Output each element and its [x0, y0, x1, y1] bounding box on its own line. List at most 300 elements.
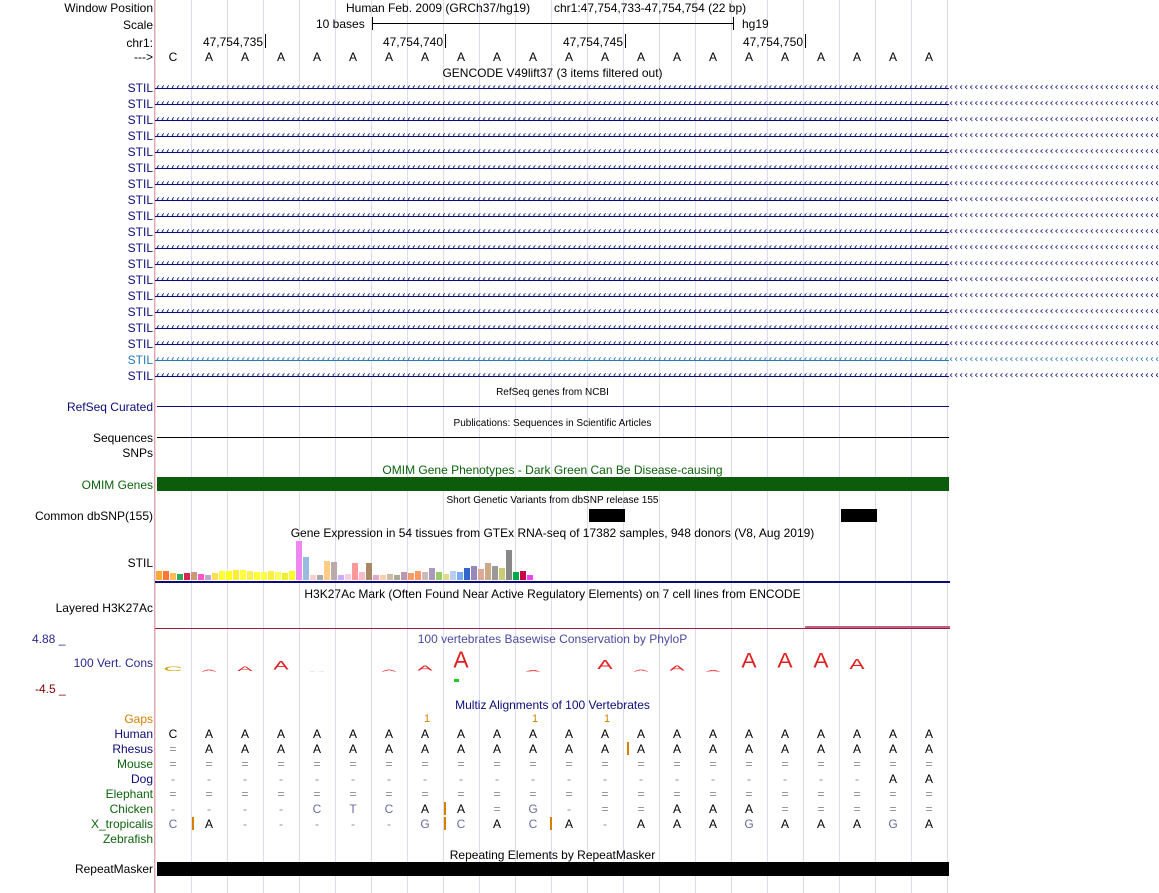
conservation-glyph: A	[633, 669, 649, 673]
strand-arrows: ‹‹‹‹‹‹‹‹‹‹‹‹‹‹‹‹‹‹‹‹‹‹‹‹‹‹‹‹‹‹‹‹‹‹‹‹‹‹‹‹‹‹‹‹‹‹‹‹‹‹‹‹‹‹‹‹‹‹‹‹‹‹‹‹‹‹‹‹‹‹‹‹‹‹‹‹‹‹‹‹‹‹‹‹‹‹‹‹‹‹‹‹‹‹‹‹‹‹‹‹‹‹‹‹‹‹‹‹‹‹‹‹‹‹‹‹‹‹‹‹‹‹‹‹‹‹‹‹‹‹‹‹‹‹‹‹‹‹‹‹‹‹‹‹‹‹‹‹‹‹‹‹‹‹‹‹‹‹‹‹‹‹‹‹‹‹‹‹‹‹‹‹‹‹‹‹‹‹‹‹‹‹‹‹‹‹‹‹‹‹‹‹‹‹‹‹‹‹‹‹	[155, 82, 1159, 93]
gencode-transcript[interactable]	[155, 81, 1159, 95]
insertion-marker	[550, 817, 552, 830]
gencode-transcript[interactable]	[155, 241, 1159, 255]
aligned-base: A	[672, 802, 681, 816]
aligned-base: -	[423, 772, 427, 786]
strand-arrows: ‹‹‹‹‹‹‹‹‹‹‹‹‹‹‹‹‹‹‹‹‹‹‹‹‹‹‹‹‹‹‹‹‹‹‹‹‹‹‹‹‹‹‹‹‹‹‹‹‹‹‹‹‹‹‹‹‹‹‹‹‹‹‹‹‹‹‹‹‹‹‹‹‹‹‹‹‹‹‹‹‹‹‹‹‹‹‹‹‹‹‹‹‹‹‹‹‹‹‹‹‹‹‹‹‹‹‹‹‹‹‹‹‹‹‹‹‹‹‹‹‹‹‹‹‹‹‹‹‹‹‹‹‹‹‹‹‹‹‹‹‹‹‹‹‹‹‹‹‹‹‹‹‹‹‹‹‹‹‹‹‹‹‹‹‹‹‹‹‹‹‹‹‹‹‹‹‹‹‹‹‹‹‹‹‹‹‹‹‹‹‹‹‹‹‹‹‹‹‹‹	[155, 274, 1159, 285]
aligned-base: =	[853, 802, 861, 816]
h3k27ac-peak[interactable]	[805, 626, 950, 628]
aligned-base: C	[168, 727, 178, 741]
strand-arrows: ‹‹‹‹‹‹‹‹‹‹‹‹‹‹‹‹‹‹‹‹‹‹‹‹‹‹‹‹‹‹‹‹‹‹‹‹‹‹‹‹‹‹‹‹‹‹‹‹‹‹‹‹‹‹‹‹‹‹‹‹‹‹‹‹‹‹‹‹‹‹‹‹‹‹‹‹‹‹‹‹‹‹‹‹‹‹‹‹‹‹‹‹‹‹‹‹‹‹‹‹‹‹‹‹‹‹‹‹‹‹‹‹‹‹‹‹‹‹‹‹‹‹‹‹‹‹‹‹‹‹‹‹‹‹‹‹‹‹‹‹‹‹‹‹‹‹‹‹‹‹‹‹‹‹‹‹‹‹‹‹‹‹‹‹‹‹‹‹‹‹‹‹‹‹‹‹‹‹‹‹‹‹‹‹‹‹‹‹‹‹‹‹‹‹‹‹‹‹‹‹	[155, 98, 1159, 109]
strand-arrows: ‹‹‹‹‹‹‹‹‹‹‹‹‹‹‹‹‹‹‹‹‹‹‹‹‹‹‹‹‹‹‹‹‹‹‹‹‹‹‹‹‹‹‹‹‹‹‹‹‹‹‹‹‹‹‹‹‹‹‹‹‹‹‹‹‹‹‹‹‹‹‹‹‹‹‹‹‹‹‹‹‹‹‹‹‹‹‹‹‹‹‹‹‹‹‹‹‹‹‹‹‹‹‹‹‹‹‹‹‹‹‹‹‹‹‹‹‹‹‹‹‹‹‹‹‹‹‹‹‹‹‹‹‹‹‹‹‹‹‹‹‹‹‹‹‹‹‹‹‹‹‹‹‹‹‹‹‹‹‹‹‹‹‹‹‹‹‹‹‹‹‹‹‹‹‹‹‹‹‹‹‹‹‹‹‹‹‹‹‹‹‹‹‹‹‹‹‹‹‹‹	[155, 178, 1159, 189]
aligned-base: A	[384, 742, 393, 756]
base-letter: A	[924, 50, 933, 64]
insertion-marker	[444, 817, 446, 830]
aligned-base: A	[636, 742, 645, 756]
aligned-base: =	[529, 757, 537, 771]
gtex-tissue-bar[interactable]	[485, 563, 491, 580]
species-label[interactable]: Chicken	[109, 802, 153, 816]
base-letter: A	[384, 50, 393, 64]
gtex-tissue-bar[interactable]	[345, 574, 351, 580]
aligned-base: A	[564, 727, 573, 741]
gencode-transcript-label[interactable]: STIL	[127, 129, 153, 143]
base-letter: A	[780, 50, 789, 64]
base-letter: A	[852, 50, 861, 64]
gtex-tissue-bar[interactable]	[233, 570, 239, 580]
publications-track-line[interactable]	[157, 437, 949, 438]
conservation-track-label[interactable]: 100 Vert. Cons	[73, 656, 153, 670]
aligned-base: A	[492, 817, 501, 831]
gencode-transcript[interactable]	[155, 145, 1159, 159]
aligned-base: -	[459, 772, 463, 786]
gtex-bar-chart[interactable]	[156, 540, 556, 580]
gtex-tissue-bar[interactable]	[191, 572, 197, 580]
coordinate-label: 47,754,750	[742, 35, 803, 49]
aligned-base: =	[709, 757, 717, 771]
aligned-base: A	[672, 727, 681, 741]
dbsnp-variant[interactable]	[589, 509, 625, 522]
aligned-base: =	[925, 787, 933, 801]
dbsnp-track-title[interactable]: Short Genetic Variants from dbSNP release 155	[446, 495, 659, 506]
gtex-tissue-bar[interactable]	[513, 572, 519, 580]
gtex-tissue-bar[interactable]	[282, 573, 288, 580]
strand-label: --->	[134, 50, 153, 64]
aligned-base: =	[313, 787, 321, 801]
aligned-base: =	[421, 787, 429, 801]
aligned-base: =	[205, 787, 213, 801]
aligned-base: A	[708, 742, 717, 756]
gencode-transcript-label[interactable]: STIL	[127, 113, 153, 127]
gtex-tissue-bar[interactable]	[373, 575, 379, 580]
gtex-tissue-bar[interactable]	[478, 569, 484, 580]
aligned-base: A	[420, 802, 429, 816]
strand-arrows: ‹‹‹‹‹‹‹‹‹‹‹‹‹‹‹‹‹‹‹‹‹‹‹‹‹‹‹‹‹‹‹‹‹‹‹‹‹‹‹‹‹‹‹‹‹‹‹‹‹‹‹‹‹‹‹‹‹‹‹‹‹‹‹‹‹‹‹‹‹‹‹‹‹‹‹‹‹‹‹‹‹‹‹‹‹‹‹‹‹‹‹‹‹‹‹‹‹‹‹‹‹‹‹‹‹‹‹‹‹‹‹‹‹‹‹‹‹‹‹‹‹‹‹‹‹‹‹‹‹‹‹‹‹‹‹‹‹‹‹‹‹‹‹‹‹‹‹‹‹‹‹‹‹‹‹‹‹‹‹‹‹‹‹‹‹‹‹‹‹‹‹‹‹‹‹‹‹‹‹‹‹‹‹‹‹‹‹‹‹‹‹‹‹‹‹‹‹‹‹‹	[155, 290, 1159, 301]
publications-track-label[interactable]: Sequences	[92, 431, 153, 445]
aligned-base: =	[205, 757, 213, 771]
aligned-base: A	[492, 742, 501, 756]
gtex-tissue-bar[interactable]	[471, 566, 477, 580]
base-letter: A	[888, 50, 897, 64]
aligned-base: =	[745, 757, 753, 771]
aligned-base: A	[852, 742, 861, 756]
aligned-base: =	[493, 787, 501, 801]
gencode-transcript[interactable]	[155, 369, 1159, 383]
aligned-base: =	[169, 787, 177, 801]
dbsnp-variant[interactable]	[841, 509, 877, 522]
aligned-base: =	[889, 802, 897, 816]
aligned-base: -	[315, 772, 319, 786]
aligned-base: A	[816, 817, 825, 831]
aligned-base: -	[171, 802, 175, 816]
repeatmasker-track-label[interactable]: RepeatMasker	[74, 862, 153, 876]
gtex-tissue-bar[interactable]	[457, 572, 463, 580]
aligned-base: A	[708, 727, 717, 741]
aligned-base: C	[456, 817, 466, 831]
gencode-transcript[interactable]	[155, 273, 1159, 287]
gencode-transcript-label[interactable]: STIL	[127, 209, 153, 223]
gtex-tissue-bar[interactable]	[387, 574, 393, 580]
aligned-base: A	[312, 727, 321, 741]
gtex-track-title[interactable]: Gene Expression in 54 tissues from GTEx RNA-seq of 17382 samples, 948 donors (V8, Aug 2019)	[290, 526, 815, 540]
gencode-transcript[interactable]	[155, 353, 1159, 367]
aligned-base: =	[745, 787, 753, 801]
aligned-base: A	[852, 727, 861, 741]
snps-label[interactable]: SNPs	[122, 446, 153, 460]
gencode-transcript-label[interactable]: STIL	[127, 337, 153, 351]
gtex-tissue-bar[interactable]	[443, 574, 449, 580]
aligned-base: -	[315, 817, 319, 831]
gtex-tissue-bar[interactable]	[380, 575, 386, 580]
conservation-glyph: A	[201, 669, 217, 673]
aligned-base: A	[276, 742, 285, 756]
aligned-base: =	[493, 802, 501, 816]
gtex-tissue-bar[interactable]	[303, 557, 309, 580]
h3k27ac-track-label[interactable]: Layered H3K27Ac	[55, 601, 153, 615]
species-label[interactable]: Rhesus	[112, 742, 153, 756]
aligned-base: -	[747, 772, 751, 786]
gtex-tissue-bar[interactable]	[359, 572, 365, 580]
base-letter: A	[276, 50, 285, 64]
gencode-transcript[interactable]	[155, 305, 1159, 319]
gencode-transcript[interactable]	[155, 225, 1159, 239]
coordinate-tick	[445, 34, 446, 48]
omim-track-label[interactable]: OMIM Genes	[81, 478, 153, 492]
gtex-tissue-bar[interactable]	[352, 563, 358, 580]
aligned-base: =	[673, 757, 681, 771]
gencode-transcript-label[interactable]: STIL	[127, 273, 153, 287]
gtex-tissue-bar[interactable]	[324, 561, 330, 580]
aligned-base: G	[420, 817, 430, 831]
gtex-track-label[interactable]: STIL	[127, 556, 153, 570]
gtex-tissue-bar[interactable]	[212, 573, 218, 580]
aligned-base: A	[924, 727, 933, 741]
aligned-base: A	[600, 742, 609, 756]
aligned-base: A	[204, 817, 213, 831]
aligned-base: -	[603, 772, 607, 786]
gtex-tissue-bar[interactable]	[198, 574, 204, 580]
refseq-track-label[interactable]: RefSeq Curated	[66, 400, 153, 414]
aligned-base: -	[279, 772, 283, 786]
aligned-base: =	[925, 757, 933, 771]
aligned-base: A	[924, 742, 933, 756]
coordinate-tick	[805, 34, 806, 48]
gap-count: 1	[532, 713, 539, 725]
aligned-base: =	[169, 757, 177, 771]
conservation-glyph: A	[417, 664, 433, 673]
gtex-tissue-bar[interactable]	[401, 572, 407, 580]
gtex-tissue-bar[interactable]	[170, 573, 176, 580]
gtex-tissue-bar[interactable]	[289, 571, 295, 580]
aligned-base: A	[744, 742, 753, 756]
gencode-transcript[interactable]	[155, 321, 1159, 335]
base-letter: A	[564, 50, 573, 64]
aligned-base: =	[421, 757, 429, 771]
base-letter: A	[204, 50, 213, 64]
aligned-base: =	[277, 757, 285, 771]
coordinate-label: 47,754,745	[562, 35, 623, 49]
aligned-base: =	[457, 757, 465, 771]
aligned-base: A	[852, 817, 861, 831]
gencode-transcript-label[interactable]: STIL	[127, 353, 153, 367]
aligned-base: A	[240, 742, 249, 756]
species-label[interactable]: Dog	[130, 772, 153, 786]
aligned-base: A	[672, 817, 681, 831]
gtex-tissue-bar[interactable]	[156, 571, 162, 580]
gencode-transcript-label[interactable]: STIL	[127, 193, 153, 207]
conservation-track-title[interactable]: 100 vertebrates Basewise Conservation by PhyloP	[417, 632, 688, 646]
aligned-base: =	[313, 757, 321, 771]
aligned-base: =	[565, 787, 573, 801]
gencode-transcript[interactable]	[155, 289, 1159, 303]
gencode-transcript[interactable]	[155, 113, 1159, 127]
aligned-base: G	[528, 802, 538, 816]
base-letter: A	[312, 50, 321, 64]
gencode-transcript[interactable]	[155, 177, 1159, 191]
gtex-tissue-bar[interactable]	[184, 573, 190, 580]
aligned-base: C	[168, 817, 178, 831]
gtex-tissue-bar[interactable]	[219, 571, 225, 580]
gencode-transcript-label[interactable]: STIL	[127, 305, 153, 319]
conservation-glyph: A	[309, 670, 325, 673]
gtex-tissue-bar[interactable]	[205, 575, 211, 580]
strand-arrows: ‹‹‹‹‹‹‹‹‹‹‹‹‹‹‹‹‹‹‹‹‹‹‹‹‹‹‹‹‹‹‹‹‹‹‹‹‹‹‹‹‹‹‹‹‹‹‹‹‹‹‹‹‹‹‹‹‹‹‹‹‹‹‹‹‹‹‹‹‹‹‹‹‹‹‹‹‹‹‹‹‹‹‹‹‹‹‹‹‹‹‹‹‹‹‹‹‹‹‹‹‹‹‹‹‹‹‹‹‹‹‹‹‹‹‹‹‹‹‹‹‹‹‹‹‹‹‹‹‹‹‹‹‹‹‹‹‹‹‹‹‹‹‹‹‹‹‹‹‹‹‹‹‹‹‹‹‹‹‹‹‹‹‹‹‹‹‹‹‹‹‹‹‹‹‹‹‹‹‹‹‹‹‹‹‹‹‹‹‹‹‹‹‹‹‹‹‹‹‹‹	[155, 242, 1159, 253]
gencode-transcript-label[interactable]: STIL	[127, 321, 153, 335]
aligned-base: -	[819, 772, 823, 786]
coordinate-tick	[625, 34, 626, 48]
scale-label: Scale	[122, 18, 153, 32]
aligned-base: G	[744, 817, 754, 831]
insertion-marker	[444, 802, 446, 815]
gencode-transcript-label[interactable]: STIL	[127, 97, 153, 111]
omim-track-title[interactable]: OMIM Gene Phenotypes - Dark Green Can Be Disease-causing	[382, 463, 723, 477]
aligned-base: A	[456, 802, 465, 816]
aligned-base: -	[207, 772, 211, 786]
conservation-glyph: A	[525, 670, 541, 673]
aligned-base: A	[888, 742, 897, 756]
gtex-tissue-bar[interactable]	[436, 572, 442, 580]
aligned-base: A	[312, 742, 321, 756]
aligned-base: G	[888, 817, 898, 831]
gaps-label[interactable]: Gaps	[124, 712, 153, 726]
gtex-tissue-bar[interactable]	[429, 568, 435, 580]
species-label[interactable]: Human	[114, 727, 153, 741]
publications-track-title[interactable]: Publications: Sequences in Scientific Articles	[453, 418, 652, 429]
gtex-tissue-bar[interactable]	[450, 571, 456, 580]
species-label[interactable]: Mouse	[116, 757, 153, 771]
gencode-transcript-label[interactable]: STIL	[127, 145, 153, 159]
aligned-base: A	[456, 727, 465, 741]
aligned-base: =	[385, 757, 393, 771]
base-letter: A	[420, 50, 429, 64]
aligned-base: A	[276, 727, 285, 741]
aligned-base: -	[567, 772, 571, 786]
aligned-base: A	[780, 742, 789, 756]
gtex-tissue-bar[interactable]	[310, 575, 316, 580]
gtex-tissue-bar[interactable]	[254, 572, 260, 580]
aligned-base: =	[637, 787, 645, 801]
gtex-tissue-bar[interactable]	[408, 573, 414, 580]
gtex-tissue-bar[interactable]	[499, 568, 505, 580]
base-letter: C	[168, 50, 178, 64]
refseq-track-line[interactable]	[157, 406, 949, 407]
coordinate-tick	[265, 34, 266, 48]
gtex-tissue-bar[interactable]	[527, 575, 533, 580]
coordinate-label: 47,754,735	[202, 35, 263, 49]
aligned-base: =	[781, 757, 789, 771]
aligned-base: =	[781, 787, 789, 801]
aligned-base: =	[817, 787, 825, 801]
gencode-track-title[interactable]: GENCODE V49lift37 (3 items filtered out)	[442, 66, 663, 80]
repeatmasker-track-title[interactable]: Repeating Elements by RepeatMasker	[449, 848, 656, 862]
gencode-transcript-label[interactable]: STIL	[127, 161, 153, 175]
aligned-base: A	[672, 742, 681, 756]
gencode-transcript[interactable]	[155, 161, 1159, 175]
aligned-base: -	[351, 817, 355, 831]
base-letter: A	[744, 50, 753, 64]
gtex-tissue-bar[interactable]	[331, 562, 337, 580]
gtex-tissue-bar[interactable]	[226, 571, 232, 580]
base-letter: A	[348, 50, 357, 64]
position-title: chr1:47,754,733-47,754,754 (22 bp)	[554, 1, 747, 15]
gencode-transcript[interactable]	[155, 129, 1159, 143]
aligned-base: =	[817, 757, 825, 771]
conservation-glyph: A	[237, 665, 253, 673]
window-position-label: Window Position	[64, 1, 153, 15]
aligned-base: A	[204, 742, 213, 756]
gtex-tissue-bar[interactable]	[366, 563, 372, 580]
aligned-base: =	[277, 787, 285, 801]
gencode-transcript-label[interactable]: STIL	[127, 289, 153, 303]
strand-arrows: ‹‹‹‹‹‹‹‹‹‹‹‹‹‹‹‹‹‹‹‹‹‹‹‹‹‹‹‹‹‹‹‹‹‹‹‹‹‹‹‹‹‹‹‹‹‹‹‹‹‹‹‹‹‹‹‹‹‹‹‹‹‹‹‹‹‹‹‹‹‹‹‹‹‹‹‹‹‹‹‹‹‹‹‹‹‹‹‹‹‹‹‹‹‹‹‹‹‹‹‹‹‹‹‹‹‹‹‹‹‹‹‹‹‹‹‹‹‹‹‹‹‹‹‹‹‹‹‹‹‹‹‹‹‹‹‹‹‹‹‹‹‹‹‹‹‹‹‹‹‹‹‹‹‹‹‹‹‹‹‹‹‹‹‹‹‹‹‹‹‹‹‹‹‹‹‹‹‹‹‹‹‹‹‹‹‹‹‹‹‹‹‹‹‹‹‹‹‹‹‹	[155, 306, 1159, 317]
gtex-tissue-bar[interactable]	[247, 571, 253, 580]
gtex-tissue-bar[interactable]	[338, 575, 344, 580]
aligned-base: -	[783, 772, 787, 786]
aligned-base: A	[564, 817, 573, 831]
aligned-base: =	[169, 742, 177, 756]
gtex-tissue-bar[interactable]	[261, 572, 267, 580]
conservation-glyph: A	[597, 657, 613, 673]
aligned-base: =	[781, 802, 789, 816]
dbsnp-track-label[interactable]: Common dbSNP(155)	[34, 509, 153, 523]
refseq-track-title[interactable]: RefSeq genes from NCBI	[496, 387, 609, 398]
gencode-transcript[interactable]	[155, 209, 1159, 223]
gtex-tissue-bar[interactable]	[275, 572, 281, 580]
strand-arrows: ‹‹‹‹‹‹‹‹‹‹‹‹‹‹‹‹‹‹‹‹‹‹‹‹‹‹‹‹‹‹‹‹‹‹‹‹‹‹‹‹‹‹‹‹‹‹‹‹‹‹‹‹‹‹‹‹‹‹‹‹‹‹‹‹‹‹‹‹‹‹‹‹‹‹‹‹‹‹‹‹‹‹‹‹‹‹‹‹‹‹‹‹‹‹‹‹‹‹‹‹‹‹‹‹‹‹‹‹‹‹‹‹‹‹‹‹‹‹‹‹‹‹‹‹‹‹‹‹‹‹‹‹‹‹‹‹‹‹‹‹‹‹‹‹‹‹‹‹‹‹‹‹‹‹‹‹‹‹‹‹‹‹‹‹‹‹‹‹‹‹‹‹‹‹‹‹‹‹‹‹‹‹‹‹‹‹‹‹‹‹‹‹‹‹‹‹‹‹‹‹	[155, 226, 1159, 237]
gtex-tissue-bar[interactable]	[296, 541, 302, 580]
gencode-transcript-label[interactable]: STIL	[127, 369, 153, 383]
aligned-base: =	[853, 787, 861, 801]
aligned-base: =	[241, 757, 249, 771]
gencode-transcript-label[interactable]: STIL	[127, 257, 153, 271]
gtex-tissue-bar[interactable]	[492, 566, 498, 580]
aligned-base: -	[243, 802, 247, 816]
gtex-tissue-bar[interactable]	[240, 570, 246, 580]
gtex-tissue-bar[interactable]	[506, 550, 512, 580]
species-label[interactable]: Elephant	[105, 787, 153, 801]
base-letter: A	[672, 50, 681, 64]
gencode-transcript[interactable]	[155, 97, 1159, 111]
scale-db: hg19	[742, 17, 769, 31]
gtex-tissue-bar[interactable]	[520, 571, 526, 580]
aligned-base: =	[709, 787, 717, 801]
gtex-tissue-bar[interactable]	[464, 568, 470, 580]
aligned-base: =	[889, 787, 897, 801]
aligned-base: =	[637, 802, 645, 816]
conservation-max-label: 4.88 _	[32, 632, 66, 646]
aligned-base: -	[171, 772, 175, 786]
aligned-base: A	[888, 727, 897, 741]
aligned-base: =	[601, 802, 609, 816]
gtex-tissue-bar[interactable]	[177, 574, 183, 580]
aligned-base: A	[780, 817, 789, 831]
species-label[interactable]: X_tropicalis	[90, 817, 153, 831]
strand-arrows: ‹‹‹‹‹‹‹‹‹‹‹‹‹‹‹‹‹‹‹‹‹‹‹‹‹‹‹‹‹‹‹‹‹‹‹‹‹‹‹‹‹‹‹‹‹‹‹‹‹‹‹‹‹‹‹‹‹‹‹‹‹‹‹‹‹‹‹‹‹‹‹‹‹‹‹‹‹‹‹‹‹‹‹‹‹‹‹‹‹‹‹‹‹‹‹‹‹‹‹‹‹‹‹‹‹‹‹‹‹‹‹‹‹‹‹‹‹‹‹‹‹‹‹‹‹‹‹‹‹‹‹‹‹‹‹‹‹‹‹‹‹‹‹‹‹‹‹‹‹‹‹‹‹‹‹‹‹‹‹‹‹‹‹‹‹‹‹‹‹‹‹‹‹‹‹‹‹‹‹‹‹‹‹‹‹‹‹‹‹‹‹‹‹‹‹‹‹‹‹‹	[155, 146, 1159, 157]
gtex-tissue-bar[interactable]	[415, 571, 421, 580]
conservation-glyph: A	[669, 664, 685, 673]
aligned-base: -	[639, 772, 643, 786]
multiz-track-title[interactable]: Multiz Alignments of 100 Vertebrates	[455, 698, 650, 712]
species-label[interactable]: Zebrafish	[102, 832, 153, 846]
insertion-marker	[192, 817, 194, 830]
aligned-base: -	[567, 802, 571, 816]
aligned-base: =	[529, 787, 537, 801]
repeatmasker-element[interactable]	[157, 862, 949, 876]
gencode-transcript-label[interactable]: STIL	[127, 241, 153, 255]
aligned-base: =	[853, 757, 861, 771]
gencode-transcript-label[interactable]: STIL	[127, 177, 153, 191]
aligned-base: -	[855, 772, 859, 786]
gencode-transcript-label[interactable]: STIL	[127, 225, 153, 239]
aligned-base: -	[603, 817, 607, 831]
aligned-base: =	[817, 802, 825, 816]
aligned-base: A	[744, 727, 753, 741]
aligned-base: A	[204, 727, 213, 741]
h3k27ac-track-title[interactable]: H3K27Ac Mark (Often Found Near Active Regulatory Elements) on 7 cell lines from ENCODE	[304, 587, 801, 601]
gencode-transcript[interactable]	[155, 257, 1159, 271]
base-letter: A	[528, 50, 537, 64]
aligned-base: A	[564, 742, 573, 756]
gtex-tissue-bar[interactable]	[422, 572, 428, 580]
aligned-base: A	[708, 802, 717, 816]
conservation-glyph: A	[741, 648, 757, 673]
base-letter: A	[636, 50, 645, 64]
aligned-base: =	[925, 802, 933, 816]
aligned-base: =	[601, 787, 609, 801]
gencode-transcript[interactable]	[155, 193, 1159, 207]
aligned-base: A	[528, 727, 537, 741]
gtex-tissue-bar[interactable]	[317, 575, 323, 580]
gtex-tissue-bar[interactable]	[163, 571, 169, 580]
scale-bar	[372, 17, 734, 31]
h3k27ac-signal[interactable]	[155, 628, 950, 629]
base-letter: A	[492, 50, 501, 64]
base-letter: A	[240, 50, 249, 64]
aligned-base: A	[528, 742, 537, 756]
aligned-base: A	[888, 772, 897, 786]
gtex-tissue-bar[interactable]	[268, 571, 274, 580]
aligned-base: -	[675, 772, 679, 786]
aligned-base: -	[711, 772, 715, 786]
omim-gene-bar[interactable]	[157, 477, 949, 491]
aligned-base: A	[636, 817, 645, 831]
gencode-transcript-label[interactable]: STIL	[127, 81, 153, 95]
strand-arrows: ‹‹‹‹‹‹‹‹‹‹‹‹‹‹‹‹‹‹‹‹‹‹‹‹‹‹‹‹‹‹‹‹‹‹‹‹‹‹‹‹‹‹‹‹‹‹‹‹‹‹‹‹‹‹‹‹‹‹‹‹‹‹‹‹‹‹‹‹‹‹‹‹‹‹‹‹‹‹‹‹‹‹‹‹‹‹‹‹‹‹‹‹‹‹‹‹‹‹‹‹‹‹‹‹‹‹‹‹‹‹‹‹‹‹‹‹‹‹‹‹‹‹‹‹‹‹‹‹‹‹‹‹‹‹‹‹‹‹‹‹‹‹‹‹‹‹‹‹‹‹‹‹‹‹‹‹‹‹‹‹‹‹‹‹‹‹‹‹‹‹‹‹‹‹‹‹‹‹‹‹‹‹‹‹‹‹‹‹‹‹‹‹‹‹‹‹‹‹‹‹	[155, 210, 1159, 221]
aligned-base: A	[348, 727, 357, 741]
gencode-transcript[interactable]	[155, 337, 1159, 351]
strand-arrows: ‹‹‹‹‹‹‹‹‹‹‹‹‹‹‹‹‹‹‹‹‹‹‹‹‹‹‹‹‹‹‹‹‹‹‹‹‹‹‹‹‹‹‹‹‹‹‹‹‹‹‹‹‹‹‹‹‹‹‹‹‹‹‹‹‹‹‹‹‹‹‹‹‹‹‹‹‹‹‹‹‹‹‹‹‹‹‹‹‹‹‹‹‹‹‹‹‹‹‹‹‹‹‹‹‹‹‹‹‹‹‹‹‹‹‹‹‹‹‹‹‹‹‹‹‹‹‹‹‹‹‹‹‹‹‹‹‹‹‹‹‹‹‹‹‹‹‹‹‹‹‹‹‹‹‹‹‹‹‹‹‹‹‹‹‹‹‹‹‹‹‹‹‹‹‹‹‹‹‹‹‹‹‹‹‹‹‹‹‹‹‹‹‹‹‹‹‹‹‹‹	[155, 258, 1159, 269]
gtex-tissue-bar[interactable]	[394, 575, 400, 580]
strand-arrows: ‹‹‹‹‹‹‹‹‹‹‹‹‹‹‹‹‹‹‹‹‹‹‹‹‹‹‹‹‹‹‹‹‹‹‹‹‹‹‹‹‹‹‹‹‹‹‹‹‹‹‹‹‹‹‹‹‹‹‹‹‹‹‹‹‹‹‹‹‹‹‹‹‹‹‹‹‹‹‹‹‹‹‹‹‹‹‹‹‹‹‹‹‹‹‹‹‹‹‹‹‹‹‹‹‹‹‹‹‹‹‹‹‹‹‹‹‹‹‹‹‹‹‹‹‹‹‹‹‹‹‹‹‹‹‹‹‹‹‹‹‹‹‹‹‹‹‹‹‹‹‹‹‹‹‹‹‹‹‹‹‹‹‹‹‹‹‹‹‹‹‹‹‹‹‹‹‹‹‹‹‹‹‹‹‹‹‹‹‹‹‹‹‹‹‹‹‹‹‹‹	[155, 322, 1159, 333]
